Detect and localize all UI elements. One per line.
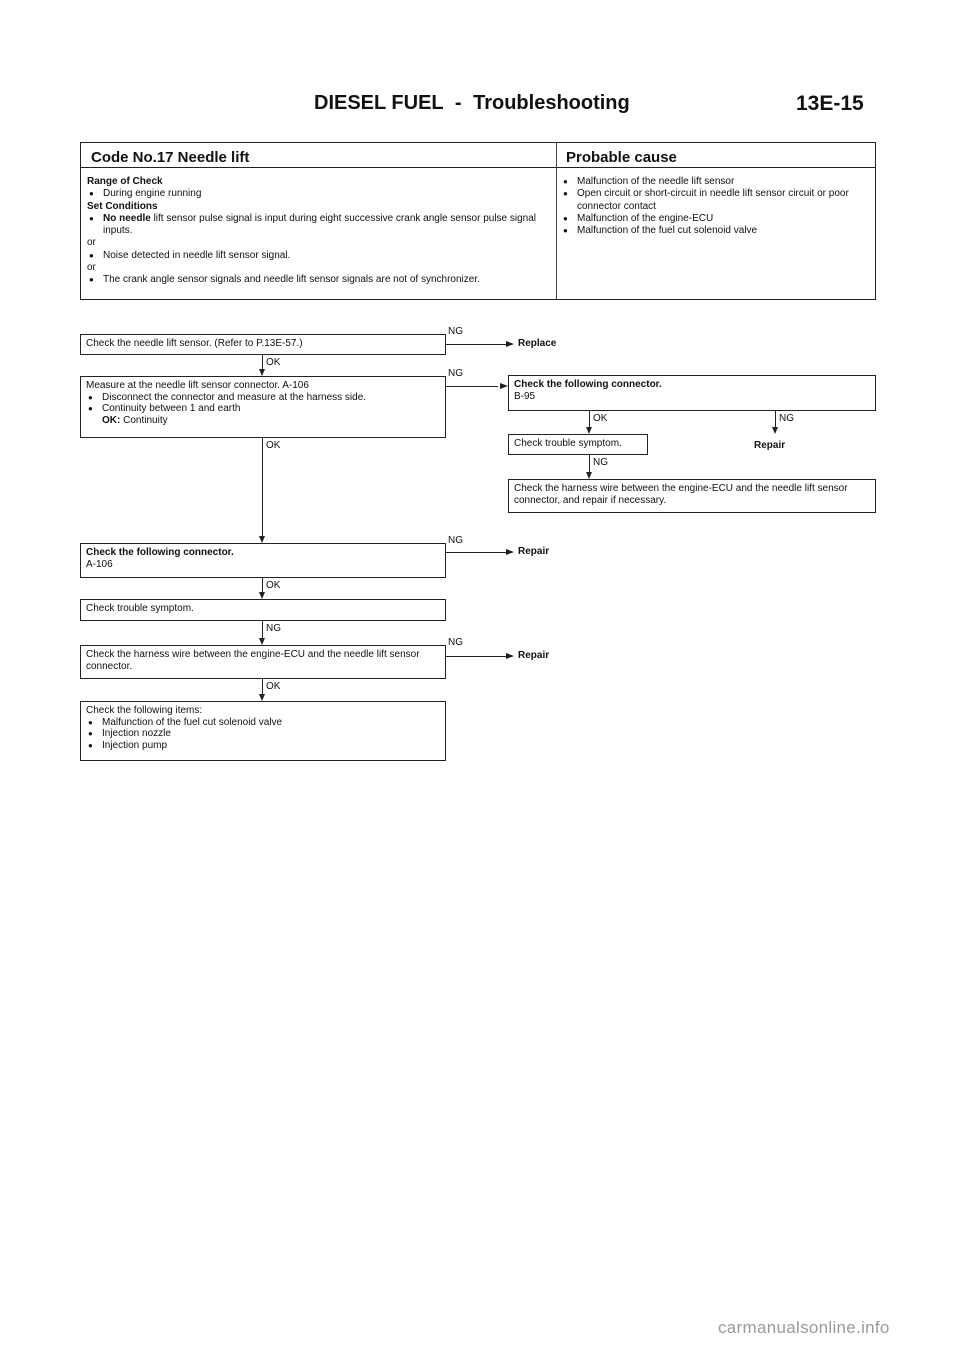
ng-label: NG (266, 623, 281, 634)
or-text: or (87, 237, 96, 249)
connector-id: A-106 (86, 558, 113, 570)
ng-connector-line (262, 621, 263, 639)
ng-label: NG (593, 457, 608, 468)
or-text: or (87, 262, 96, 274)
ng-connector-line (446, 656, 508, 657)
connector-title: Check the following connector. (86, 547, 234, 558)
measure-item: ● Disconnect the connector and measure at the harness side. (86, 392, 440, 404)
check-connector-a106-box (80, 543, 446, 578)
cause-item: ● Malfunction of the needle lift sensor (561, 176, 871, 188)
arrow-down-icon (259, 536, 265, 543)
check-trouble-symptom-box-right: Check trouble symptom. (508, 434, 648, 455)
items-title: Check the following items: (86, 705, 203, 716)
ng-label: NG (448, 535, 463, 546)
column-divider (556, 143, 557, 299)
arrow-down-icon (259, 369, 265, 376)
ok-label: OK (266, 681, 281, 692)
ok-label: OK (593, 413, 608, 424)
check-trouble-symptom-box: Check trouble symptom. (80, 599, 446, 621)
ng-connector-line (446, 386, 498, 387)
replace-result: Replace (518, 338, 557, 349)
ok-connector-line (262, 679, 263, 695)
arrow-right-icon (500, 383, 508, 389)
measure-item: ● Continuity between 1 and earth (86, 403, 440, 415)
set-condition-item: ● No needle lift sensor pulse signal is input during eight successive crank angle sensor pulse signal inputs. (87, 213, 549, 238)
measure-title: Measure at the needle lift sensor connector. A-106 (86, 380, 309, 391)
set-condition-item: ● The crank angle sensor signals and needle lift sensor signals are not of synchronizer. (87, 274, 549, 286)
arrow-right-icon (506, 549, 514, 555)
item: ● Injection nozzle (86, 728, 440, 740)
ng-label: NG (448, 637, 463, 648)
arrow-down-icon (259, 592, 265, 599)
section-title: DIESEL FUEL - Troubleshooting (314, 92, 630, 114)
check-range-cell (87, 176, 549, 287)
ng-connector-line (446, 344, 508, 345)
item: ● Injection pump (86, 740, 440, 752)
code-table (80, 142, 876, 300)
probable-cause-cell (561, 176, 871, 237)
connector-title: Check the following connector. (514, 379, 662, 390)
range-item: ● During engine running (87, 188, 549, 200)
ok-connector-line (589, 411, 590, 428)
arrow-right-icon (506, 341, 514, 347)
ng-label: NG (779, 413, 794, 424)
check-following-items-box (80, 701, 446, 761)
repair-result: Repair (518, 546, 550, 557)
range-heading: Range of Check (87, 176, 163, 187)
repair-result: Repair (518, 650, 550, 661)
cause-item: ● Open circuit or short-circuit in needle lift sensor circuit or poor connector contact (561, 188, 871, 213)
check-connector-b95-box (508, 375, 876, 411)
ok-label: OK (266, 357, 281, 368)
ok-label: OK (266, 580, 281, 591)
measure-connector-box (80, 376, 446, 438)
check-needle-lift-sensor-box: Check the needle lift sensor. (Refer to P.13E-57.) (80, 334, 446, 355)
item: ● Malfunction of the fuel cut solenoid valve (86, 717, 440, 729)
repair-result: Repair (754, 440, 786, 451)
check-harness-wire-box: Check the harness wire between the engine-ECU and the needle lift sensor connector. (80, 645, 446, 679)
ng-connector-line (589, 455, 590, 473)
probable-cause-header: Probable cause (556, 143, 875, 168)
ng-connector-line (775, 411, 776, 428)
ng-label: NG (448, 326, 463, 337)
ok-connector-line (262, 355, 263, 370)
ok-connector-line (262, 438, 263, 537)
ok-connector-line (262, 578, 263, 593)
check-harness-wire-box-right: Check the harness wire between the engine-ECU and the needle lift sensor connector, and repair if necessary. (508, 479, 876, 513)
measure-ok-line: OK: Continuity (102, 414, 168, 426)
ng-connector-line (446, 552, 508, 553)
page-number: 13E-15 (796, 92, 864, 115)
arrow-down-icon (586, 472, 592, 479)
arrow-right-icon (506, 653, 514, 659)
ok-label: OK (266, 440, 281, 451)
arrow-down-icon (586, 427, 592, 434)
arrow-down-icon (259, 694, 265, 701)
arrow-down-icon (772, 427, 778, 434)
cause-item: ● Malfunction of the fuel cut solenoid valve (561, 225, 871, 237)
set-conditions-heading: Set Conditions (87, 200, 158, 212)
cause-item: ● Malfunction of the engine-ECU (561, 213, 871, 225)
set-condition-item: ● Noise detected in needle lift sensor signal. (87, 250, 549, 262)
connector-id: B-95 (514, 390, 536, 402)
arrow-down-icon (259, 638, 265, 645)
code-header: Code No.17 Needle lift (81, 143, 556, 168)
watermark-text: carmanualsonline.info (718, 1318, 890, 1337)
ng-label: NG (448, 368, 463, 379)
